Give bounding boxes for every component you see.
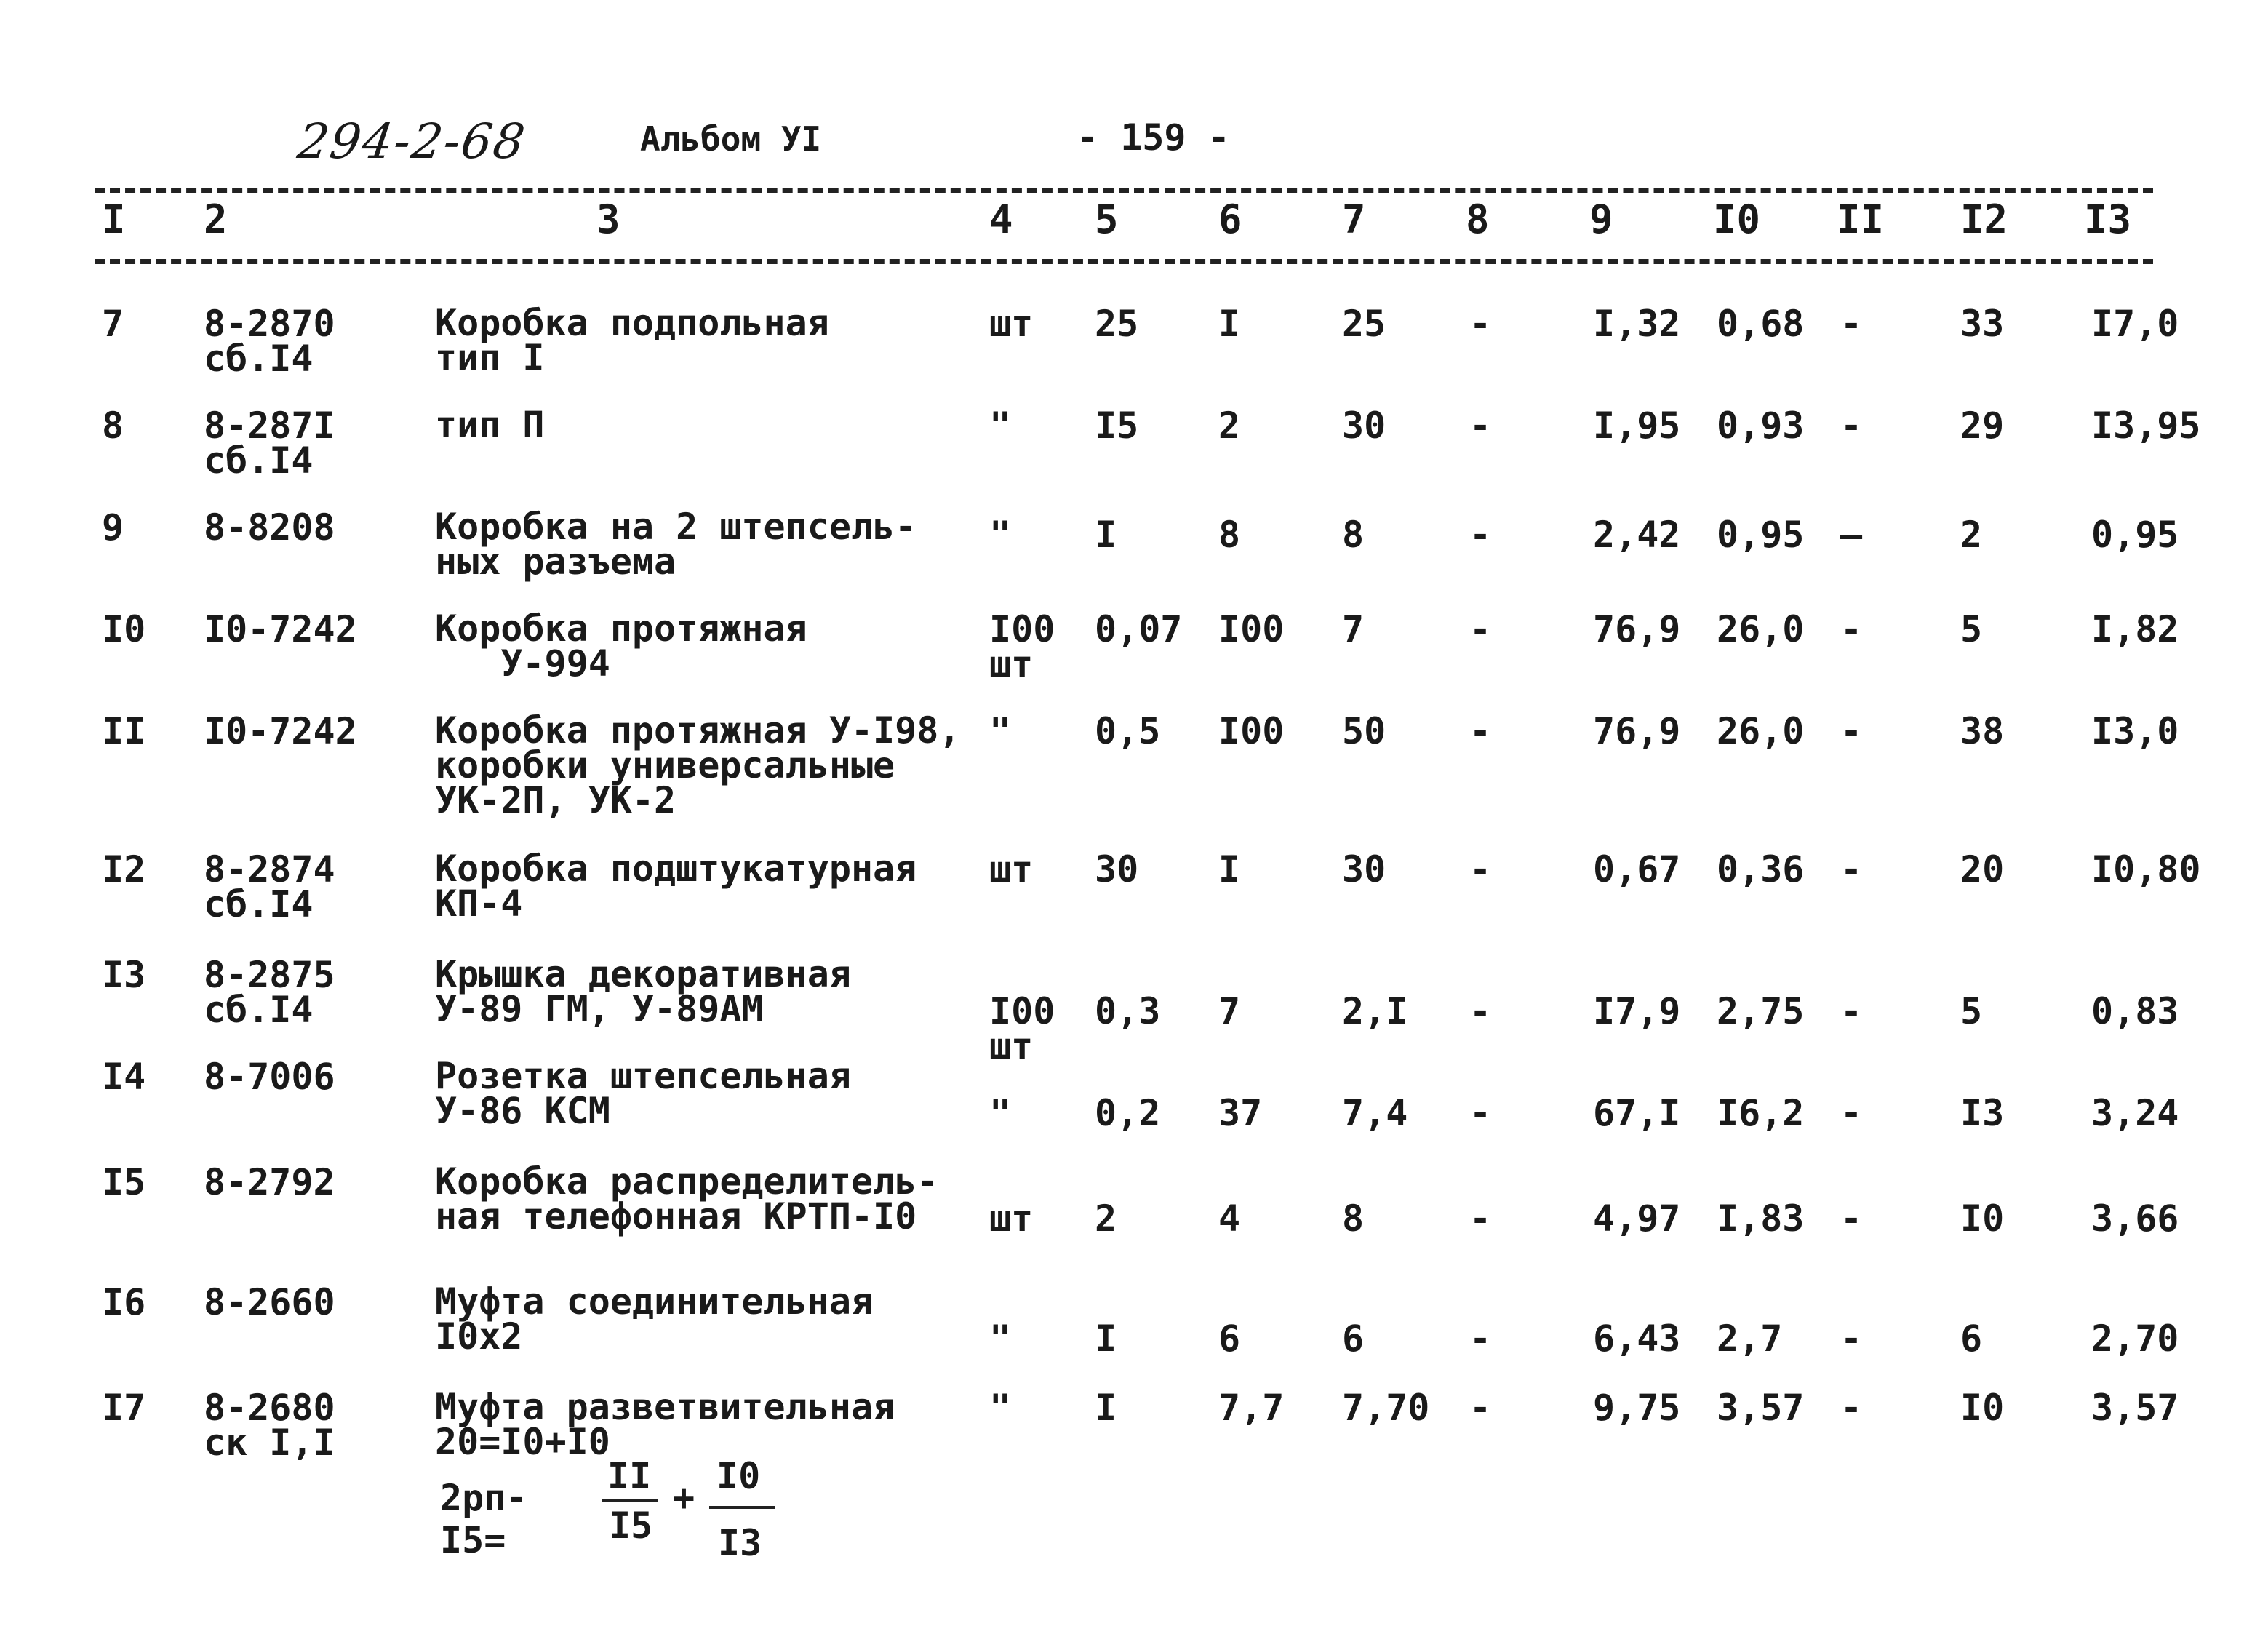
description-line: У-86 КСМ — [435, 1090, 610, 1132]
value-c9: 2,42 — [1593, 514, 1681, 556]
value-c10: 0,68 — [1717, 303, 1805, 345]
item-description — [435, 607, 807, 685]
description-line: Коробка на 2 штепсель- — [435, 506, 917, 548]
value-c8: - — [1469, 303, 1492, 345]
catalog-number: 8-2875 — [204, 954, 335, 996]
value-c13: 0,95 — [2091, 514, 2179, 556]
unit: " — [989, 1318, 1012, 1360]
value-c8: - — [1469, 404, 1492, 447]
description-line: I0х2 — [435, 1315, 523, 1358]
value-c6: I — [1218, 303, 1241, 345]
value-c7: 25 — [1342, 303, 1386, 345]
value-c6: I00 — [1218, 608, 1285, 650]
unit: " — [989, 404, 1012, 447]
header-dashed-rule — [95, 259, 2153, 264]
column-header: 2 — [204, 196, 228, 242]
value-c10: I6,2 — [1717, 1092, 1805, 1134]
description-line: тип П — [435, 404, 545, 446]
value-c13: 3,66 — [2091, 1197, 2179, 1240]
value-c6: I00 — [1218, 710, 1285, 752]
unit: I00 — [989, 990, 1055, 1032]
value-c12: 33 — [1960, 303, 2005, 345]
value-c11: - — [1840, 1387, 1863, 1429]
row-number: 9 — [102, 506, 124, 549]
formula-numerator-1: II — [607, 1455, 652, 1497]
item-description — [435, 302, 829, 379]
value-c7: 30 — [1342, 404, 1386, 447]
column-header: II — [1837, 196, 1885, 242]
value-c11: - — [1840, 848, 1863, 890]
catalog-number: 8-2792 — [204, 1161, 335, 1203]
column-header: 9 — [1589, 196, 1613, 242]
value-c9: 76,9 — [1593, 710, 1681, 752]
value-c8: - — [1469, 1387, 1492, 1429]
value-c6: 2 — [1218, 404, 1241, 447]
row-number: I4 — [102, 1056, 146, 1098]
description-line: Муфта соединительная — [435, 1280, 874, 1323]
unit-line-2: шт — [989, 643, 1034, 685]
value-c13: I7,0 — [2091, 303, 2179, 345]
value-c7: 8 — [1342, 1197, 1365, 1240]
description-line: КП-4 — [435, 882, 523, 925]
formula-denominator-2: I3 — [718, 1522, 762, 1564]
value-c10: 0,36 — [1717, 848, 1805, 890]
column-header: I — [102, 196, 126, 242]
description-line: тип I — [435, 337, 545, 379]
catalog-number: I0-7242 — [204, 710, 357, 752]
value-c13: I3,95 — [2091, 404, 2201, 447]
unit: " — [989, 514, 1012, 556]
formula-denominator-1: I5 — [609, 1504, 653, 1547]
item-description — [435, 953, 851, 1030]
catalog-reference: сб.I4 — [204, 989, 314, 1031]
value-c6: 8 — [1218, 514, 1241, 556]
description-line: Муфта разветвительная — [435, 1386, 895, 1428]
row-number: I6 — [102, 1281, 146, 1323]
value-c9: I,32 — [1593, 303, 1681, 345]
page-header — [0, 109, 2268, 170]
catalog-number: 8-2660 — [204, 1281, 335, 1323]
value-c7: 7,70 — [1342, 1387, 1430, 1429]
catalog-number: 8-2680 — [204, 1387, 335, 1429]
value-c8: - — [1469, 1092, 1492, 1134]
catalog-number: 8-287I — [204, 404, 335, 447]
description-line: коробки универсальные — [435, 744, 895, 786]
value-c8: - — [1469, 1197, 1492, 1240]
unit: шт — [989, 303, 1034, 345]
page-number: - 159 - — [1077, 116, 1230, 159]
item-description — [435, 404, 545, 446]
row-number: I2 — [102, 848, 146, 890]
value-c7: 7 — [1342, 608, 1365, 650]
formula-prefix: 2рп-I5= — [440, 1477, 528, 1561]
formula-numerator-2: I0 — [716, 1455, 761, 1497]
description-line: Коробка протяжная У-I98, — [435, 709, 961, 752]
description-line: У-994 — [435, 642, 610, 685]
value-c10: 3,57 — [1717, 1387, 1805, 1429]
item-description — [435, 709, 961, 821]
value-c12: I0 — [1960, 1197, 2005, 1240]
value-c13: 0,83 — [2091, 990, 2179, 1032]
value-c10: 2,7 — [1717, 1318, 1783, 1360]
value-c11: - — [1840, 303, 1863, 345]
value-c6: I — [1218, 848, 1241, 890]
value-c13: I,82 — [2091, 608, 2179, 650]
value-c7: 6 — [1342, 1318, 1365, 1360]
fraction-bar-1 — [602, 1499, 658, 1502]
row-number: 7 — [102, 303, 124, 345]
value-c5: 0,2 — [1095, 1092, 1161, 1134]
value-c5: I — [1095, 514, 1117, 556]
description-line: Розетка штепсельная — [435, 1055, 851, 1097]
value-c10: 0,93 — [1717, 404, 1805, 447]
value-c9: 6,43 — [1593, 1318, 1681, 1360]
handwritten-document-code: 294-2-68 — [294, 113, 530, 170]
value-c13: 2,70 — [2091, 1318, 2179, 1360]
value-c12: 20 — [1960, 848, 2005, 890]
description-line: 20=I0+I0 — [435, 1421, 610, 1463]
description-line: Коробка подштукатурная — [435, 848, 917, 890]
formula-plus: + — [673, 1477, 695, 1519]
description-line: Коробка протяжная — [435, 607, 807, 650]
description-line: ных разъема — [435, 541, 676, 583]
value-c11: — — [1840, 514, 1863, 556]
value-c9: 0,67 — [1593, 848, 1681, 890]
value-c5: 30 — [1095, 848, 1139, 890]
row-number: I7 — [102, 1387, 146, 1429]
unit: " — [989, 1387, 1012, 1429]
value-c10: 2,75 — [1717, 990, 1805, 1032]
row-number: I0 — [102, 608, 146, 650]
unit: " — [989, 1092, 1012, 1134]
value-c8: - — [1469, 710, 1492, 752]
value-c5: I5 — [1095, 404, 1139, 447]
item-description — [435, 1160, 939, 1238]
column-header-row — [0, 196, 2268, 255]
value-c7: 8 — [1342, 514, 1365, 556]
description-line: Коробка подпольная — [435, 302, 829, 344]
unit: шт — [989, 848, 1034, 890]
column-header: 4 — [989, 196, 1013, 242]
catalog-reference: сб.I4 — [204, 338, 314, 380]
item-description — [435, 1280, 874, 1358]
value-c11: - — [1840, 710, 1863, 752]
row-number: 8 — [102, 404, 124, 447]
catalog-reference: сб.I4 — [204, 439, 314, 482]
value-c5: I — [1095, 1318, 1117, 1360]
value-c9: 4,97 — [1593, 1197, 1681, 1240]
value-c11: - — [1840, 1318, 1863, 1360]
value-c11: - — [1840, 404, 1863, 447]
column-header: 7 — [1342, 196, 1366, 242]
item-description — [435, 1386, 895, 1463]
item-description — [435, 506, 917, 583]
description-line: ная телефонная КРТП-I0 — [435, 1195, 917, 1238]
unit-line-2: шт — [989, 1025, 1034, 1067]
fraction-bar-2 — [709, 1506, 775, 1509]
row-number: I5 — [102, 1161, 146, 1203]
catalog-number: 8-2870 — [204, 303, 335, 345]
value-c11: - — [1840, 1197, 1863, 1240]
unit: " — [989, 710, 1012, 752]
value-c10: I,83 — [1717, 1197, 1805, 1240]
value-c12: 2 — [1960, 514, 1983, 556]
top-dashed-rule — [95, 188, 2153, 193]
value-c6: 7,7 — [1218, 1387, 1285, 1429]
value-c12: I3 — [1960, 1092, 2005, 1134]
value-c5: I — [1095, 1387, 1117, 1429]
description-line: У-89 ГМ, У-89АМ — [435, 988, 764, 1030]
catalog-number: 8-8208 — [204, 506, 335, 549]
value-c10: 26,0 — [1717, 710, 1805, 752]
value-c9: 9,75 — [1593, 1387, 1681, 1429]
catalog-number: 8-2874 — [204, 848, 335, 890]
value-c5: 0,07 — [1095, 608, 1183, 650]
value-c5: 0,5 — [1095, 710, 1161, 752]
catalog-reference: сб.I4 — [204, 883, 314, 925]
catalog-number: 8-7006 — [204, 1056, 335, 1098]
value-c6: 6 — [1218, 1318, 1241, 1360]
column-header: 8 — [1466, 196, 1490, 242]
value-c8: - — [1469, 514, 1492, 556]
value-c12: 5 — [1960, 990, 1983, 1032]
value-c8: - — [1469, 848, 1492, 890]
column-header: 5 — [1095, 196, 1119, 242]
value-c10: 0,95 — [1717, 514, 1805, 556]
description-line: УК-2П, УК-2 — [435, 779, 676, 821]
album-label: Альбом УI — [640, 119, 822, 159]
column-header: I3 — [2084, 196, 2132, 242]
value-c12: 5 — [1960, 608, 1983, 650]
value-c10: 26,0 — [1717, 608, 1805, 650]
unit: шт — [989, 1197, 1034, 1240]
value-c9: I7,9 — [1593, 990, 1681, 1032]
value-c6: 7 — [1218, 990, 1241, 1032]
value-c12: 38 — [1960, 710, 2005, 752]
value-c5: 25 — [1095, 303, 1139, 345]
value-c13: 3,24 — [2091, 1092, 2179, 1134]
value-c9: 67,I — [1593, 1092, 1681, 1134]
value-c9: I,95 — [1593, 404, 1681, 447]
value-c11: - — [1840, 990, 1863, 1032]
value-c13: I3,0 — [2091, 710, 2179, 752]
value-c7: 7,4 — [1342, 1092, 1408, 1134]
row-number: I3 — [102, 954, 146, 996]
catalog-number: I0-7242 — [204, 608, 357, 650]
value-c8: - — [1469, 1318, 1492, 1360]
column-header: I0 — [1713, 196, 1761, 242]
value-c6: 4 — [1218, 1197, 1241, 1240]
value-c12: I0 — [1960, 1387, 2005, 1429]
item-description — [435, 848, 917, 925]
row-number: II — [102, 710, 146, 752]
value-c7: 50 — [1342, 710, 1386, 752]
unit: I00 — [989, 608, 1055, 650]
value-c12: 6 — [1960, 1318, 1983, 1360]
value-c8: - — [1469, 990, 1492, 1032]
item-description — [435, 1055, 851, 1132]
value-c13: 3,57 — [2091, 1387, 2179, 1429]
value-c13: I0,80 — [2091, 848, 2201, 890]
column-header: 3 — [596, 196, 620, 242]
value-c7: 30 — [1342, 848, 1386, 890]
value-c7: 2,I — [1342, 990, 1408, 1032]
value-c11: - — [1840, 608, 1863, 650]
value-c5: 2 — [1095, 1197, 1117, 1240]
value-c11: - — [1840, 1092, 1863, 1134]
value-c9: 76,9 — [1593, 608, 1681, 650]
value-c5: 0,3 — [1095, 990, 1161, 1032]
description-line: Коробка распределитель- — [435, 1160, 939, 1203]
column-header: 6 — [1218, 196, 1242, 242]
column-header: I2 — [1960, 196, 2008, 242]
value-c6: 37 — [1218, 1092, 1263, 1134]
description-line: Крышка декоративная — [435, 953, 851, 995]
catalog-reference: ск I,I — [204, 1422, 335, 1464]
value-c8: - — [1469, 608, 1492, 650]
value-c12: 29 — [1960, 404, 2005, 447]
